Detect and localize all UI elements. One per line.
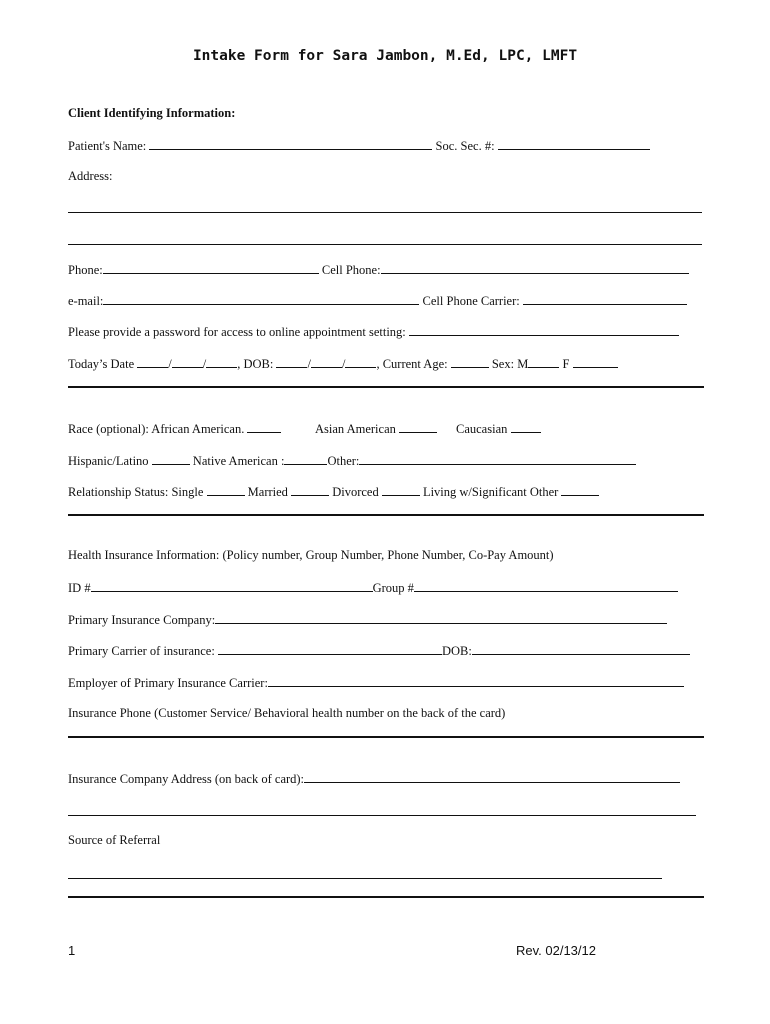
section-divider-1 [68, 386, 704, 388]
password-row [68, 324, 679, 340]
employer-label: Employer of Primary Insurance Carrier: [68, 676, 268, 690]
race-label: Race (optional): African American. [68, 422, 245, 436]
patient-name-label: Patient's Name: [68, 139, 147, 153]
primary-carrier-label: Primary Carrier of insurance: [68, 644, 215, 658]
race-caucasian-field[interactable] [511, 421, 541, 433]
sex-f-label: F [562, 357, 570, 371]
dob-day-field[interactable] [311, 356, 342, 368]
living-field[interactable] [561, 484, 599, 496]
race-african-american-field[interactable] [247, 421, 281, 433]
sex-f-field[interactable] [573, 356, 618, 368]
employer-field[interactable] [268, 675, 684, 687]
insurance-address-line-2[interactable] [68, 815, 696, 816]
divorced-label: Divorced [332, 485, 379, 499]
form-title: Intake Form for Sara Jambon, M.Ed, LPC, LMFT [192, 48, 578, 64]
phone-row [68, 262, 689, 278]
native-american-field[interactable] [284, 453, 327, 465]
ssn-field[interactable] [498, 138, 650, 150]
insurance-address-field[interactable] [304, 771, 680, 783]
group-field[interactable] [414, 580, 678, 592]
race-caucasian-group [456, 421, 541, 437]
race-asian-label: Asian American [315, 422, 396, 436]
married-field[interactable] [291, 484, 329, 496]
employer-row [68, 675, 684, 691]
todays-date-day-field[interactable] [172, 356, 203, 368]
insurance-address-row [68, 771, 680, 787]
dob-month-field[interactable] [276, 356, 307, 368]
health-insurance-heading: Health Insurance Information: (Policy number, Group Number, Phone Number, Co-Pay Amount) [68, 548, 554, 562]
address-line-2[interactable] [68, 244, 702, 245]
single-field[interactable] [207, 484, 245, 496]
other-field[interactable] [359, 453, 636, 465]
phone-label: Phone: [68, 263, 103, 277]
carrier-dob-label: DOB: [441, 644, 472, 658]
other-label: Other: [327, 454, 360, 468]
patient-name-row [68, 138, 650, 154]
married-label: Married [247, 485, 288, 499]
primary-carrier-field[interactable] [218, 643, 442, 655]
native-american-label: Native American : [192, 454, 285, 468]
insurance-address-label: Insurance Company Address (on back of card): [68, 772, 305, 786]
relationship-label: Relationship Status: Single [68, 485, 204, 499]
divorced-field[interactable] [382, 484, 420, 496]
id-label: ID # [68, 581, 91, 595]
todays-date-label: Today’s Date [68, 357, 135, 371]
race-row-2 [68, 453, 636, 469]
primary-company-field[interactable] [215, 612, 667, 624]
email-field[interactable] [103, 293, 419, 305]
todays-date-month-field[interactable] [137, 356, 168, 368]
cell-phone-label: Cell Phone: [321, 263, 381, 277]
race-asian-group [315, 421, 437, 437]
address-line-1[interactable] [68, 212, 702, 213]
section-divider-4 [68, 896, 704, 898]
race-row [68, 421, 281, 437]
section-heading-client-info: Client Identifying Information: [68, 106, 236, 120]
dob-year-field[interactable] [345, 356, 376, 368]
sex-m-field[interactable] [528, 356, 559, 368]
id-field[interactable] [91, 580, 373, 592]
cell-phone-field[interactable] [381, 262, 689, 274]
relationship-row [68, 484, 599, 500]
cell-carrier-field[interactable] [523, 293, 687, 305]
insurance-phone-label: Insurance Phone (Customer Service/ Behavioral health number on the back of the card) [68, 706, 506, 720]
password-label: Please provide a password for access to online appointment setting: [68, 325, 406, 339]
phone-field[interactable] [103, 262, 319, 274]
primary-company-row [68, 612, 667, 628]
page-number: 1 [68, 943, 76, 958]
section-divider-2 [68, 514, 704, 516]
patient-name-field[interactable] [149, 138, 432, 150]
primary-carrier-row [68, 643, 690, 659]
ssn-label: Soc. Sec. #: [435, 139, 495, 153]
current-age-label: Current Age: [382, 357, 448, 371]
group-label: Group # [372, 581, 414, 595]
id-group-row [68, 580, 678, 596]
sex-label: Sex: M [491, 357, 529, 371]
email-label: e-mail: [68, 294, 104, 308]
date-row: Today’s Date / / , DOB: / / , Current Age: Sex: M F [68, 356, 618, 372]
current-age-field[interactable] [451, 356, 489, 368]
email-row [68, 293, 687, 309]
address-label: Address: [68, 169, 113, 183]
password-field[interactable] [409, 324, 679, 336]
revision-date: Rev. 02/13/12 [516, 943, 596, 958]
cell-carrier-label: Cell Phone Carrier: [422, 294, 520, 308]
hispanic-label: Hispanic/Latino [68, 454, 149, 468]
hispanic-field[interactable] [152, 453, 190, 465]
referral-line[interactable] [68, 878, 662, 879]
section-divider-3 [68, 736, 704, 738]
living-label: Living w/Significant Other [422, 485, 559, 499]
race-asian-field[interactable] [399, 421, 437, 433]
dob-label: DOB: [243, 357, 274, 371]
carrier-dob-field[interactable] [472, 643, 690, 655]
todays-date-year-field[interactable] [206, 356, 237, 368]
race-caucasian-label: Caucasian [456, 422, 508, 436]
primary-company-label: Primary Insurance Company: [68, 613, 216, 627]
referral-label: Source of Referral [68, 833, 161, 847]
